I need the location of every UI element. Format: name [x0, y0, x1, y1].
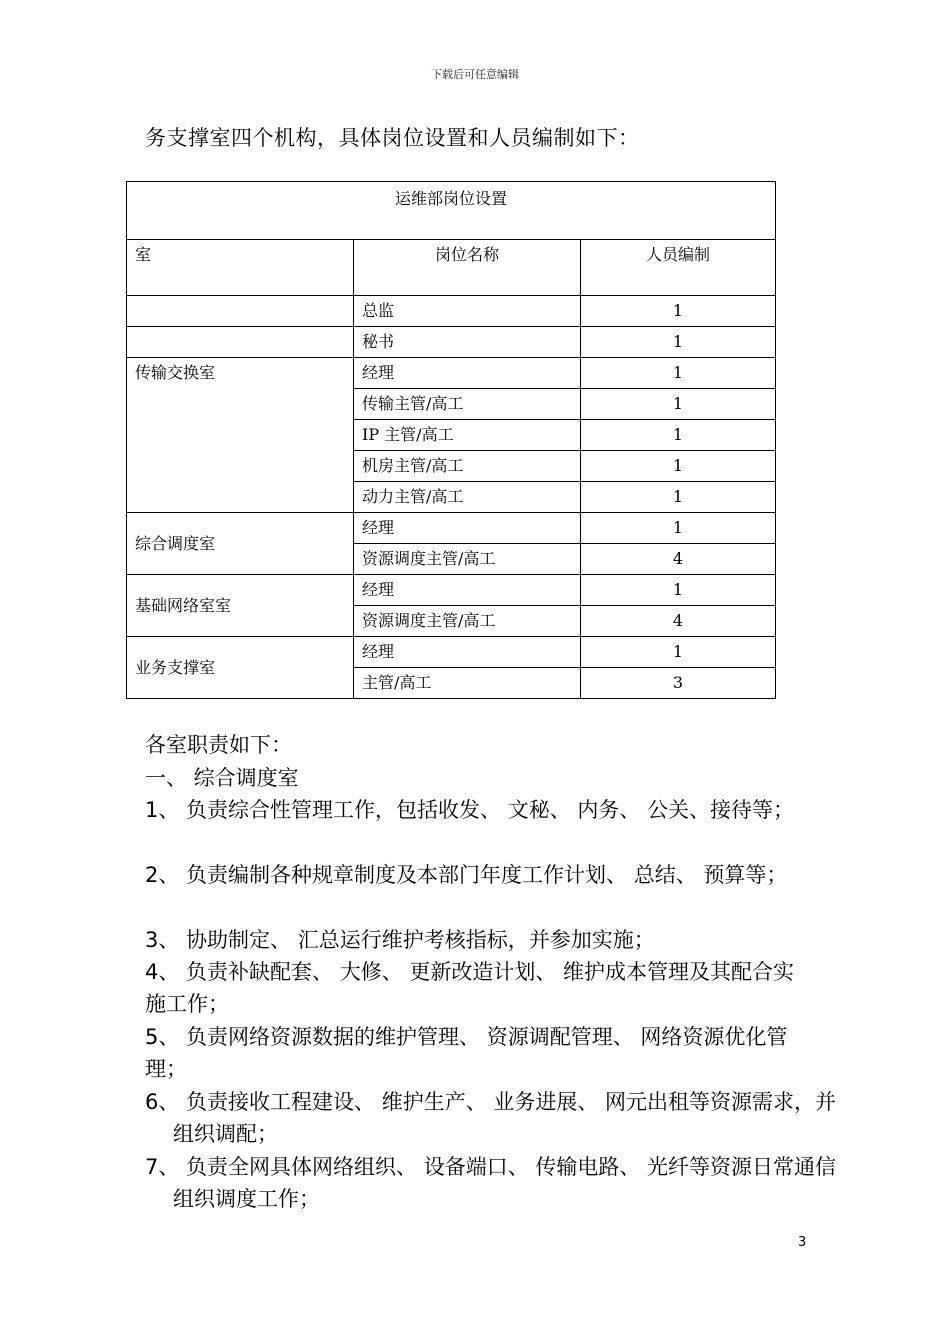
- count-cell: 1: [581, 358, 776, 389]
- post-cell: 秘书: [354, 327, 581, 358]
- count-cell: 1: [581, 389, 776, 420]
- post-cell: 资源调度主管/高工: [354, 544, 581, 575]
- post-cell: 经理: [354, 575, 581, 606]
- count-cell: 3: [581, 668, 776, 699]
- post-cell: 传输主管/高工: [354, 389, 581, 420]
- table-row: [127, 358, 776, 389]
- table-row: [127, 296, 776, 327]
- post-cell: 总监: [354, 296, 581, 327]
- table-row: [127, 513, 776, 544]
- post-cell: 机房主管/高工: [354, 451, 581, 482]
- room-cell: 传输交换室: [127, 358, 354, 513]
- post-cell: 经理: [354, 513, 581, 544]
- post-cell: 动力主管/高工: [354, 482, 581, 513]
- count-cell: 1: [581, 327, 776, 358]
- post-cell: 主管/高工: [354, 668, 581, 699]
- room-cell: 业务支撑室: [127, 637, 354, 699]
- post-cell: 资源调度主管/高工: [354, 606, 581, 637]
- room-cell: 基础网络室室: [127, 575, 354, 637]
- count-cell: 1: [581, 637, 776, 668]
- count-cell: 1: [581, 575, 776, 606]
- section-subtitle: 一、 综合调度室: [145, 766, 299, 790]
- count-cell: 1: [581, 482, 776, 513]
- table-row: [127, 575, 776, 606]
- post-cell: 经理: [354, 358, 581, 389]
- duty-item: 3、 协助制定、 汇总运行维护考核指标，并参加实施；: [145, 928, 655, 952]
- duty-item: 6、 负责接收工程建设、 维护生产、 业务进展、 网元出租等资源需求，并组织调配；: [145, 1090, 837, 1146]
- duty-item: 2、 负责编制各种规章制度及本部门年度工作计划、 总结、 预算等；: [145, 863, 788, 887]
- header-post: 岗位名称: [354, 240, 581, 296]
- intro-text: 务支撑室四个机构，具体岗位设置和人员编制如下：: [145, 126, 640, 150]
- count-cell: 4: [581, 544, 776, 575]
- count-cell: 4: [581, 606, 776, 637]
- room-cell: 综合调度室: [127, 513, 354, 575]
- section-title: 各室职责如下：: [145, 733, 292, 757]
- duty-item: 4、 负责补缺配套、 大修、 更新改造计划、 维护成本管理及其配合实施工作；: [145, 960, 795, 1016]
- post-cell: 经理: [354, 637, 581, 668]
- table-title: 运维部岗位设置: [127, 182, 776, 240]
- table-row: [127, 327, 776, 358]
- header-count: 人员编制: [581, 240, 776, 296]
- count-cell: 1: [581, 420, 776, 451]
- duty-item: 7、 负责全网具体网络组织、 设备端口、 传输电路、 光纤等资源日常通信组织调度工作；: [145, 1155, 837, 1211]
- duty-item: 5、 负责网络资源数据的维护管理、 资源调配管理、 网络资源优化管理；: [145, 1025, 788, 1081]
- page-header: 下载后可任意编辑: [431, 68, 519, 81]
- table-row: [127, 637, 776, 668]
- count-cell: 1: [581, 296, 776, 327]
- header-room: 室: [127, 240, 354, 296]
- page-number: 3: [798, 1235, 807, 1250]
- room-cell: [127, 296, 354, 327]
- count-cell: 1: [581, 451, 776, 482]
- post-cell: IP 主管/高工: [354, 420, 581, 451]
- duty-item: 1、 负责综合性管理工作，包括收发、 文秘、 内务、 公关、接待等；: [145, 798, 795, 822]
- count-cell: 1: [581, 513, 776, 544]
- room-cell: [127, 327, 354, 358]
- staffing-table: [126, 181, 776, 699]
